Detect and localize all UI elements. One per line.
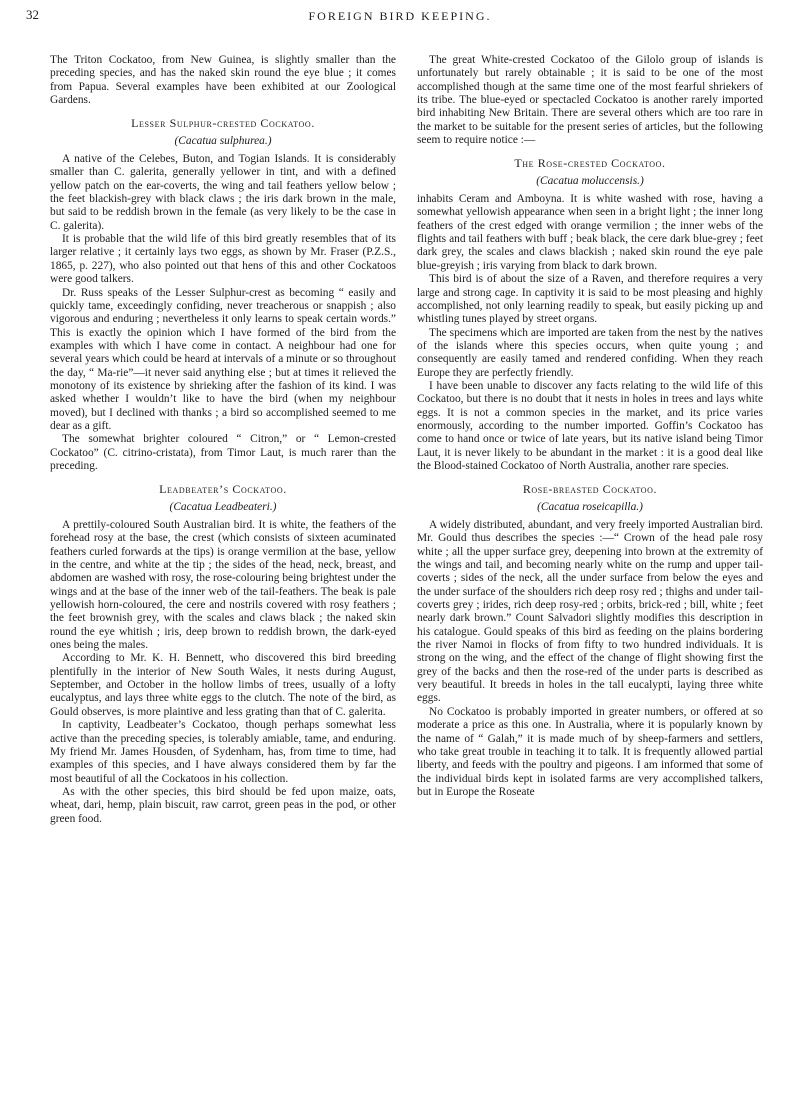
paragraph: Dr. Russ speaks of the Lesser Sulphur-crest as becoming “ easily and quickly tame, exceedingly confiding, never treacherous or snappish ; also vigorous and enduring ; nevertheless it only learns to speak certain words.” This is exactly the opinion which I have formed of the bird from the examples with which I have come in contact. A neighbour had one for several years which could be heard at intervals of a minute or so throughout the day, “ Ma-rie”—it never said anything else ; but at times it relieved the monotony of its existence by shrieking after the fashion of its kind. I was asked whether I wouldn’t like to have the bird (when my neighbour moved), but I declined with thanks ; a bird so accomplished seemed to me dear as a gift. xyxy=(50,286,396,432)
paragraph: A widely distributed, abundant, and very freely imported Australian bird. Mr. Gould thus describes the species :—“ Crown of the head pale rosy white ; all the upper surface grey, deepening into brown at the extremity of the wings and tail, and becoming nearly white on the rump and upper tail-coverts ; sides of the neck, all the under surface from below the eyes and the under surface of the shoulders rich deep rosy red ; thighs and under tail-coverts grey ; irides, rich deep rosy-red ; orbits, brick-red ; bill, white ; feet nearly dark brown.” Count Salvadori slightly modifies this description in his catalogue. Gould speaks of this bird as feeding on the plains bordering the river Namoi in flocks of from fifty to two hundred individuals. It is strong on the wing, and the effect of the change of flight showing first the grey of the backs and then the rose-red of the under parts is described as very beautiful. It breeds in holes in the tall eucalypti, laying three white eggs. xyxy=(417,519,763,705)
section-latin-name: (Cacatua sulphurea.) xyxy=(174,134,272,147)
paragraph: A native of the Celebes, Buton, and Togian Islands. It is considerably smaller than C. galerita, generally yellower in tint, and with a defined yellow patch on the ear-coverts, the wing and tail feathers yellow below ; the feet blackish-grey with black claws ; the iris dark brown in the male, but said to be reddish brown in the female (as very likely to be the case in C. galerita). xyxy=(50,153,396,232)
paragraph: A prettily-coloured South Australian bird. It is white, the feathers of the forehead rosy at the base, the crest (which consists of sixteen acuminated feathers curled forwards at the tips) is orange vermilion at the base, yellow in the centre, and white at the tip ; the sides of the head, neck, breast, and abdomen are washed with rosy, the rose-colouring being brightest under the wings and at the base of the inner web of the tail-feathers. The beak is pale yellowish horn-coloured, the cere and nostrils covered with rosy feathers ; the feet brownish grey, with the scales and claws black ; the naked skin round the eye whitish ; iris, deep brown to reddish brown, the dark-eyed ones being the males. xyxy=(50,519,396,652)
right-column xyxy=(417,54,763,799)
paragraph: According to Mr. K. H. Bennett, who discovered this bird breeding plentifully in the interior of New South Wales, it nests during August, September, and October in the hollow limbs of trees, usually of a lofty eucalyptus, and lays three white eggs to the clutch. The note of the bird, as Gould observes, is more plaintive and less grating than that of C. galerita. xyxy=(50,652,396,718)
section-heading: Rose-breasted Cockatoo. xyxy=(522,482,658,497)
paragraph: No Cockatoo is probably imported in greater numbers, or offered at so moderate a price as this one. In Australia, where it is popularly known by the name of “ Galah,” it is made much of by sheep-farmers and settlers, who take great trouble in teaching it to talk. It is frequently allowed partial liberty, and feeds with the poultry and pigeons. I am informed that some of the individual birds kept in isolated farms are very accomplished talkers, but in Europe the Roseate xyxy=(417,705,763,798)
paragraph: The great White-crested Cockatoo of the Gilolo group of islands is unfortunately but rarely obtainable ; it is said to be one of the most accomplished though at the same time one of the most fearful shriekers of its tribe. The blue-eyed or spectacled Cockatoo is another rarely imported bird inhabiting New Britain. There are several others which are too rare in the market to be suitable for the present series of articles, but the following seem to require notice :— xyxy=(417,54,763,147)
section-latin-name: (Cacatua Leadbeateri.) xyxy=(169,500,277,513)
running-head: FOREIGN BIRD KEEPING. xyxy=(308,9,492,23)
section-heading: The Rose-crested Cockatoo. xyxy=(514,156,666,171)
section-heading: Leadbeater’s Cockatoo. xyxy=(159,482,287,497)
paragraph: The Triton Cockatoo, from New Guinea, is slightly smaller than the preceding species, and has the naked skin round the eye blue ; it comes from Papua. Several examples have been exhibited at our Zoological Gardens. xyxy=(50,54,396,107)
paragraph: The specimens which are imported are taken from the nest by the natives of the islands where this species occurs, when quite young ; and consequently are easily tamed and rendered confiding. When they reach Europe they are perfectly friendly. xyxy=(417,326,763,379)
paragraph: It is probable that the wild life of this bird greatly resembles that of its larger relative ; it certainly lays two eggs, as shown by Mr. Fraser (P.Z.S., 1865, p. 227), who also pointed out that hens of this and other Cockatoos were good talkers. xyxy=(50,233,396,286)
page-number: 32 xyxy=(26,7,39,22)
section-latin-name: (Cacatua roseicapilla.) xyxy=(537,500,643,513)
left-column xyxy=(50,54,396,826)
paragraph: I have been unable to discover any facts relating to the wild life of this Cockatoo, but there is no doubt that it nests in holes in trees and lays white eggs. It is not a common species in the market, and its price varies enormously, according to the number imported. Goffin’s Cockatoo has come to hand once or twice of late years, but its native island being Timor Laut, it is never likely to be abundant in the market : it is a good deal like the Blood-stained Cockatoo of North Australia, another rare species. xyxy=(417,379,763,472)
paragraph: In captivity, Leadbeater’s Cockatoo, though perhaps somewhat less active than the preceding species, is tolerably amiable, tame, and enduring. My friend Mr. James Housden, of Sydenham, has, from time to time, had examples of this species, and I have always considered them by far the most beautiful of all the Cockatoos in his collection. xyxy=(50,719,396,785)
paragraph: The somewhat brighter coloured “ Citron,” or “ Lemon-crested Cockatoo” (C. citrino-cristata), from Timor Laut, is much rarer than the preceding. xyxy=(50,433,396,472)
section-heading: Lesser Sulphur-crested Cockatoo. xyxy=(131,116,315,131)
paragraph: This bird is of about the size of a Raven, and therefore requires a very large and strong cage. In captivity it is said to be most pleasing and highly accomplished, not only learning readily to speak, but easily picking up and whistling tunes played by street organs. xyxy=(417,273,763,326)
paragraph: inhabits Ceram and Amboyna. It is white washed with rose, having a somewhat yellowish appearance when seen in a bright light ; the inner long feathers of the crest edged with orange vermilion ; the inner webs of the flights and tail feathers with buff ; beak black, the cere dark blue-grey ; feet dark grey, the scales and claws blackish ; naked skin round the eye pale blue-greyish ; iris varying from black to dark brown. xyxy=(417,193,763,272)
paragraph: As with the other species, this bird should be fed upon maize, oats, wheat, dari, hemp, plain biscuit, raw carrot, green peas in the pod, or other green food. xyxy=(50,785,396,825)
section-latin-name: (Cacatua moluccensis.) xyxy=(536,174,644,187)
